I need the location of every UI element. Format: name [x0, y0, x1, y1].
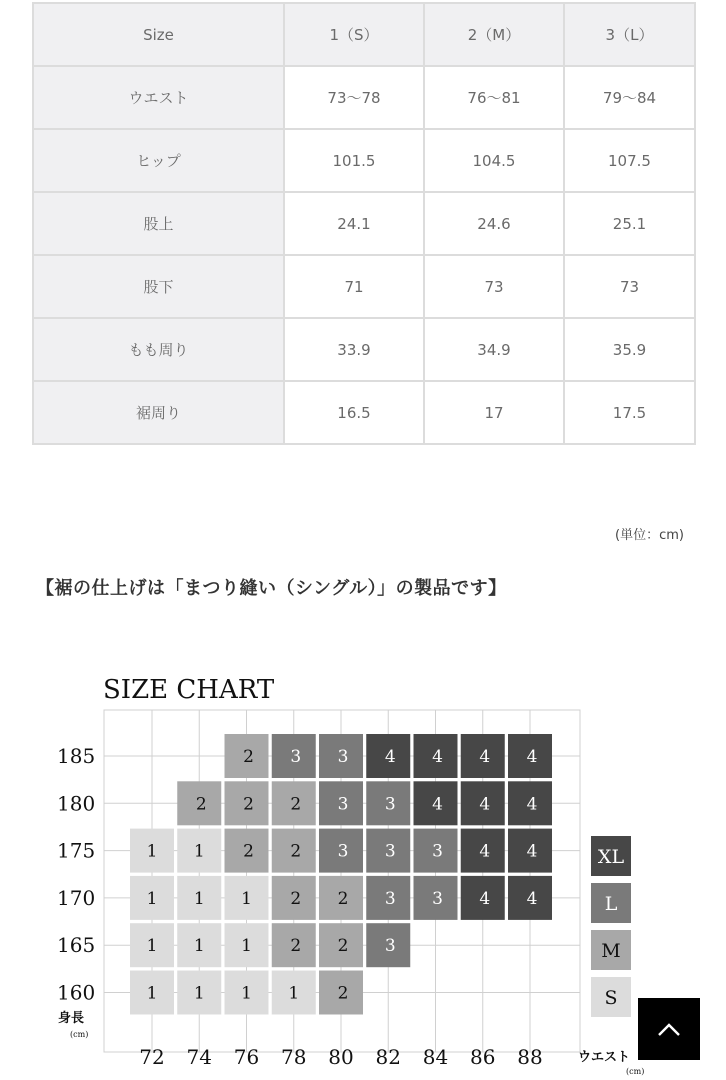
chart-cell-label: 2 — [337, 936, 349, 957]
size-table-body — [33, 3, 695, 444]
header-size-label: Size — [33, 3, 284, 66]
chart-x-tick: 84 — [422, 1045, 449, 1069]
header-size-3: 3（L） — [564, 3, 695, 66]
header-size-1: 1（S） — [284, 3, 424, 66]
chart-cell-label: 3 — [432, 888, 443, 909]
row-label: ヒップ — [33, 129, 284, 192]
row-label: ウエスト — [33, 66, 284, 129]
table-cell: 79〜84 — [564, 66, 695, 129]
chart-cell-label: 4 — [479, 888, 491, 909]
table-cell: 25.1 — [564, 192, 695, 255]
chart-cell-label: 3 — [337, 794, 349, 815]
chart-x-tick: 88 — [517, 1045, 543, 1069]
chart-cell-label: 1 — [146, 841, 158, 862]
table-cell: 73〜78 — [284, 66, 424, 129]
chart-y-tick: 165 — [57, 933, 96, 958]
chart-cell-label: 2 — [337, 888, 349, 909]
chart-cell-label: 4 — [526, 747, 538, 767]
chart-y-tick: 170 — [57, 885, 96, 910]
chart-x-tick: 86 — [470, 1045, 496, 1069]
header-size-2: 2（M） — [424, 3, 564, 66]
chart-cell-label: 3 — [337, 747, 349, 767]
chart-cell-label: 4 — [479, 841, 491, 862]
chart-x-tick: 76 — [233, 1045, 260, 1069]
chevron-up-icon — [656, 1021, 682, 1037]
chart-cell-label: 4 — [479, 747, 491, 767]
chart-cell-label: 3 — [384, 794, 396, 815]
chart-y-label: 身長 — [58, 1011, 85, 1026]
chart-cell-label: 3 — [384, 936, 396, 957]
chart-x-tick: 72 — [139, 1045, 165, 1069]
chart-cell-label: 1 — [193, 983, 205, 1004]
size-table — [32, 2, 696, 445]
chart-x-label: ウエスト — [578, 1050, 631, 1065]
chart-cell-label: 1 — [193, 936, 205, 957]
table-row — [33, 318, 695, 381]
chart-y-unit: (cm) — [70, 1030, 89, 1039]
chart-cell-label: 3 — [384, 888, 396, 909]
table-cell: 33.9 — [284, 318, 424, 381]
chart-cell-label: 3 — [290, 747, 302, 767]
chart-legend-label: S — [604, 987, 618, 1009]
table-header-row — [33, 3, 695, 66]
chart-legend-label: XL — [597, 846, 625, 868]
table-row — [33, 192, 695, 255]
chart-cell-label: 2 — [195, 794, 207, 815]
table-row — [33, 129, 695, 192]
table-cell: 76〜81 — [424, 66, 564, 129]
chart-cell-label: 1 — [193, 888, 205, 909]
table-cell: 17.5 — [564, 381, 695, 444]
chart-cell-label: 1 — [288, 983, 300, 1004]
chart-cell-label: 1 — [241, 936, 252, 957]
chart-cell-label: 4 — [526, 794, 538, 815]
chart-cell-label: 2 — [337, 983, 349, 1004]
table-cell: 104.5 — [424, 129, 564, 192]
table-row — [33, 66, 695, 129]
table-row — [33, 255, 695, 318]
table-cell: 34.9 — [424, 318, 564, 381]
size-chart — [0, 660, 726, 1080]
chart-cell-label: 2 — [290, 794, 302, 815]
chart-x-tick: 78 — [281, 1045, 307, 1069]
chart-y-tick: 160 — [57, 980, 96, 1005]
chart-cell-label: 2 — [290, 888, 302, 909]
chart-cell-label: 4 — [432, 747, 443, 767]
chart-y-tick: 185 — [57, 744, 96, 768]
table-row — [33, 381, 695, 444]
table-cell: 24.6 — [424, 192, 564, 255]
chart-cell-label: 2 — [290, 936, 302, 957]
row-label: もも周り — [33, 318, 284, 381]
chart-x-tick: 82 — [375, 1045, 401, 1069]
row-label: 裾周り — [33, 381, 284, 444]
chart-cell-label: 3 — [384, 841, 396, 862]
table-cell: 35.9 — [564, 318, 695, 381]
chart-x-tick: 74 — [186, 1045, 212, 1069]
chart-legend-label: M — [601, 940, 621, 962]
chart-cell-label: 4 — [432, 794, 443, 815]
table-cell: 73 — [564, 255, 695, 318]
chart-cell-label: 1 — [241, 888, 252, 909]
chart-cell-label: 4 — [526, 841, 538, 862]
chart-cell-label: 4 — [479, 794, 491, 815]
chart-cell-label: 3 — [432, 841, 443, 862]
table-cell: 107.5 — [564, 129, 695, 192]
chart-cell-label: 2 — [243, 841, 254, 862]
chart-x-tick: 80 — [328, 1045, 354, 1069]
chart-cell-label: 1 — [241, 983, 252, 1004]
table-cell: 17 — [424, 381, 564, 444]
hem-finish-note: 【裾の仕上げは「まつり縫い（シングル）」の製品です】 — [36, 578, 507, 599]
chart-cell-label: 2 — [243, 794, 254, 815]
chart-title: SIZE CHART — [103, 675, 275, 705]
row-label: 股下 — [33, 255, 284, 318]
chart-cell-label: 3 — [337, 841, 349, 862]
chart-cell-label: 1 — [146, 888, 158, 909]
chart-cell-label: 4 — [384, 747, 396, 767]
table-cell: 71 — [284, 255, 424, 318]
chart-cell-label: 4 — [526, 888, 538, 909]
table-cell: 16.5 — [284, 381, 424, 444]
chart-cell-label: 2 — [290, 841, 302, 862]
chart-cell-label: 2 — [243, 747, 254, 767]
chart-cell-label: 1 — [146, 936, 158, 957]
table-cell: 24.1 — [284, 192, 424, 255]
back-to-top-button[interactable] — [638, 998, 700, 1060]
chart-y-tick: 180 — [57, 791, 96, 816]
table-cell: 101.5 — [284, 129, 424, 192]
chart-cell-label: 1 — [193, 841, 205, 862]
chart-legend-label: L — [604, 893, 618, 915]
table-cell: 73 — [424, 255, 564, 318]
row-label: 股上 — [33, 192, 284, 255]
chart-y-tick: 175 — [57, 838, 96, 863]
chart-x-unit: (cm) — [626, 1067, 645, 1076]
unit-note: (単位：cm) — [615, 528, 684, 543]
chart-cell-label: 1 — [146, 983, 158, 1004]
